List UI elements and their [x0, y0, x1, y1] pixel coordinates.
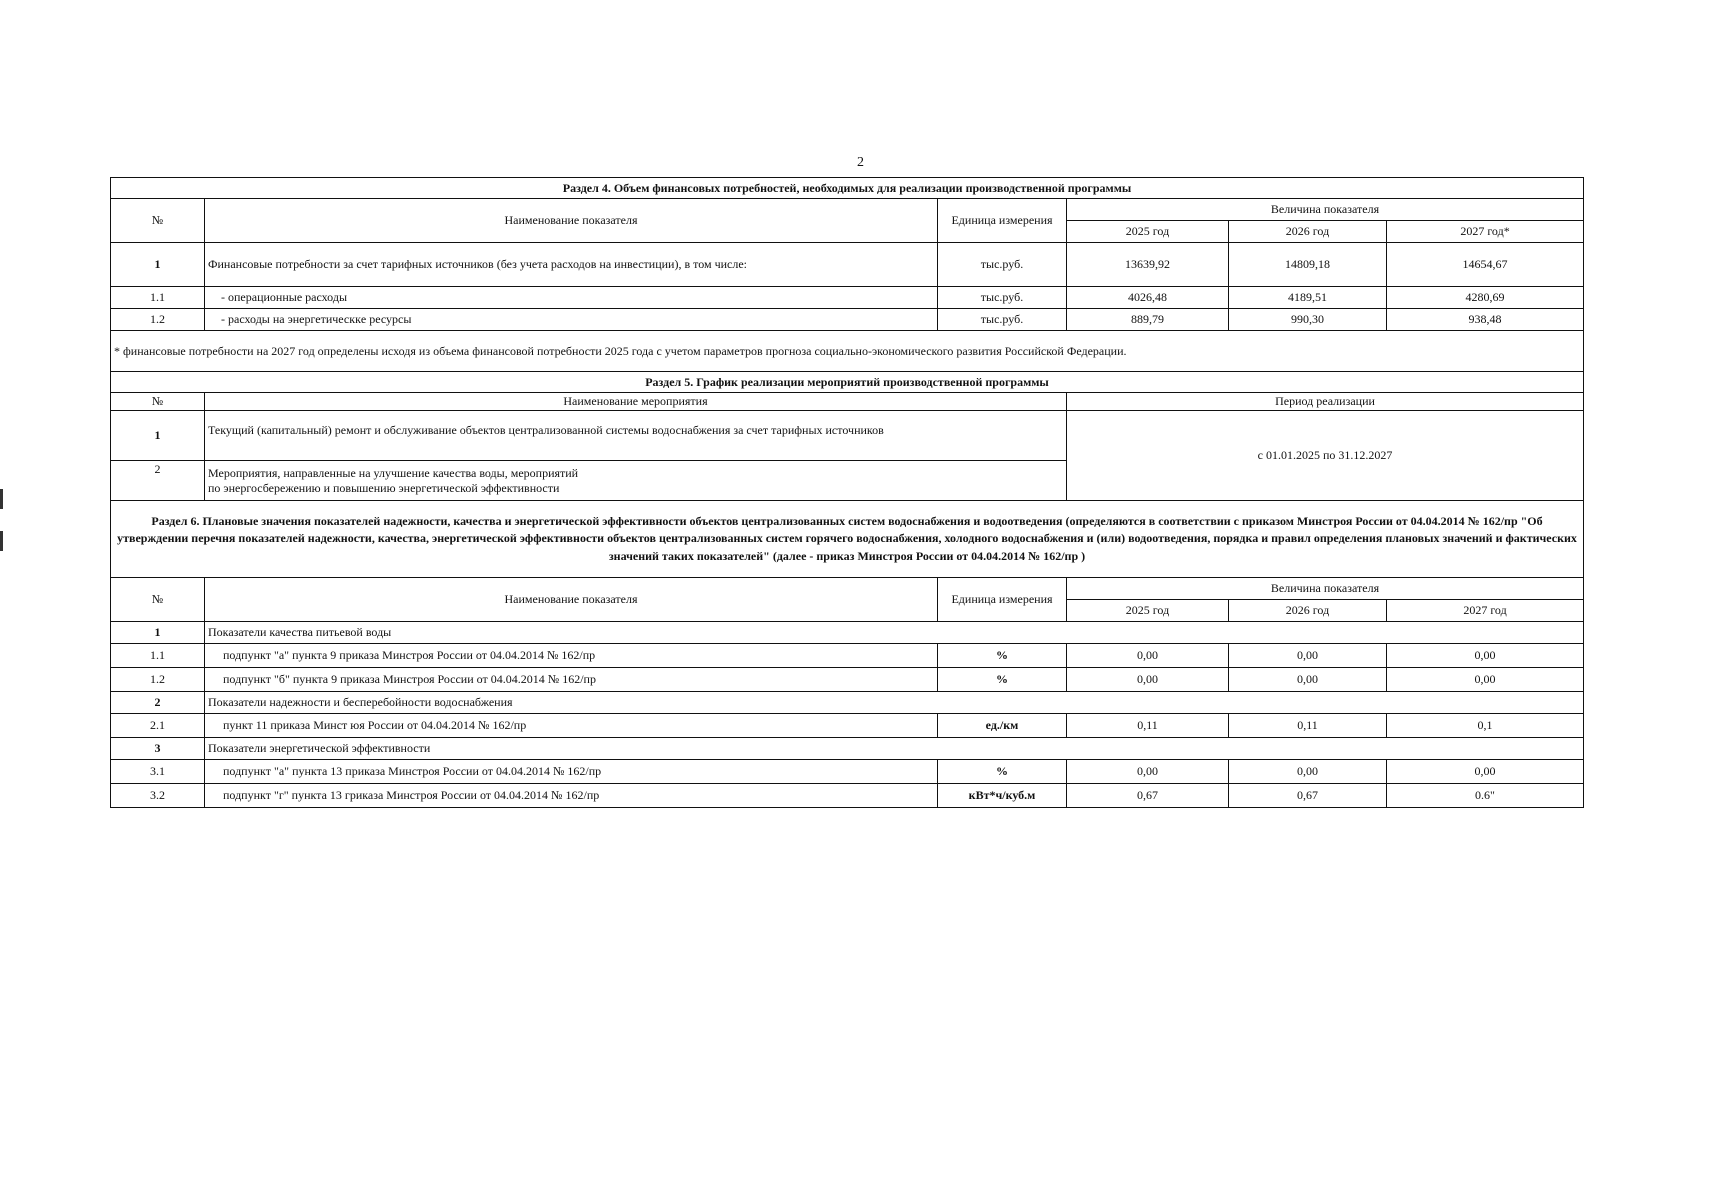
s4-header-name: Наименование показателя — [205, 199, 938, 243]
s6-header-name: Наименование показателя — [205, 578, 938, 622]
s5-row2-line1: Мероприятия, направленные на улучшение качества воды, мероприятий — [208, 465, 579, 480]
table-row: 1 Текущий (капитальный) ремонт и обслуживание объектов централизованной системы водоснабжения за счет тарифных источников с 01.01.2025 по 31.12.2027 — [111, 411, 1584, 461]
table-row: 2.1 пункт 11 приказа Минст юя России от 04.04.2014 № 162/пр ед./км 0,11 0,11 0,1 — [111, 714, 1584, 738]
table-row: 3.2 подпункт "г" пункта 13 гриказа Минстроя России от 04.04.2014 № 162/пр кВт*ч/куб.м 0,67 0,67 0.6" — [111, 784, 1584, 808]
group-row: 1 Показатели качества питьевой воды — [111, 622, 1584, 644]
group-row: 2 Показатели надежности и бесперебойности водоснабжения — [111, 692, 1584, 714]
table-row: 2 Мероприятия, направленные на улучшение качества воды, мероприятий по энергосбережению и повышению энергетической эффективности — [111, 461, 1584, 501]
table-row: 3.1 подпункт "а" пункта 13 приказа Минстроя России от 04.04.2014 № 162/пр % 0,00 0,00 0,00 — [111, 760, 1584, 784]
section4-title: Раздел 4. Объем финансовых потребностей, необходимых для реализации производственной программы — [111, 178, 1584, 199]
scan-edge-mark — [0, 531, 3, 551]
s4-header-num: № — [111, 199, 205, 243]
s5-header-num: № — [111, 393, 205, 411]
s4-header-value: Величина показателя — [1067, 199, 1584, 221]
s6-header-value: Величина показателя — [1067, 578, 1584, 600]
table-row: 1.1 подпункт "а" пункта 9 приказа Минстроя России от 04.04.2014 № 162/пр % 0,00 0,00 0,00 — [111, 644, 1584, 668]
section5-title: Раздел 5. График реализации мероприятий производственной программы — [111, 372, 1584, 393]
s6-header-unit: Единица измерения — [938, 578, 1067, 622]
s5-period: с 01.01.2025 по 31.12.2027 — [1067, 411, 1584, 501]
s6-header-num: № — [111, 578, 205, 622]
table-row: 1.1 - операционные расходы тыс.руб. 4026,48 4189,51 4280,69 — [111, 287, 1584, 309]
s4-header-2025: 2025 год — [1067, 221, 1229, 243]
s5-row2-line2: по энергосбережению и повышению энергетической эффективности — [208, 480, 560, 495]
s4-header-unit: Единица измерения — [938, 199, 1067, 243]
table-row: 1 Финансовые потребности за счет тарифных источников (без учета расходов на инвестиции), в том числе: тыс.руб. 13639,92 14809,18 14654,67 — [111, 243, 1584, 287]
table-row: 1.2 подпункт "б" пункта 9 приказа Минстроя России от 04.04.2014 № 162/пр % 0,00 0,00 0,00 — [111, 668, 1584, 692]
s6-header-2026: 2026 год — [1229, 600, 1387, 622]
section4-footnote: * финансовые потребности на 2027 год определены исходя из объема финансовой потребности 2025 года с учетом параметров прогноза социально-экономического развития Российской Федерации. — [111, 331, 1584, 372]
s5-header-period: Период реализации — [1067, 393, 1584, 411]
scan-edge-mark — [0, 489, 3, 509]
s5-header-name: Наименование мероприятия — [205, 393, 1067, 411]
section6-title: Раздел 6. Плановые значения показателей надежности, качества и энергетической эффективности объектов централизованных систем водоснабжения и водоотведения (определяются в соответствии с приказом Минстроя России от 04.04.2014 № 162/пр "Об утверждении перечня показателей надежности, качества, энергетической эффективности объектов централизованных систем горячего водоснабжения, холодного водоснабжения и (или) водоотведения, порядка и правил определения плановых значений и фактических значений таких показателей" (далее - приказ Минстроя России от 04.04.2014 № 162/пр ) — [111, 501, 1584, 578]
s4-header-2026: 2026 год — [1229, 221, 1387, 243]
table-row: 1.2 - расходы на энергетическкe ресурсы тыс.руб. 889,79 990,30 938,48 — [111, 309, 1584, 331]
s6-header-2027: 2027 год — [1387, 600, 1584, 622]
page-number: 2 — [857, 155, 864, 170]
s6-header-2025: 2025 год — [1067, 600, 1229, 622]
program-table — [110, 177, 1584, 808]
s4-header-2027: 2027 год* — [1387, 221, 1584, 243]
group-row: 3 Показатели энергетической эффективности — [111, 738, 1584, 760]
document-sheet — [110, 177, 1583, 808]
